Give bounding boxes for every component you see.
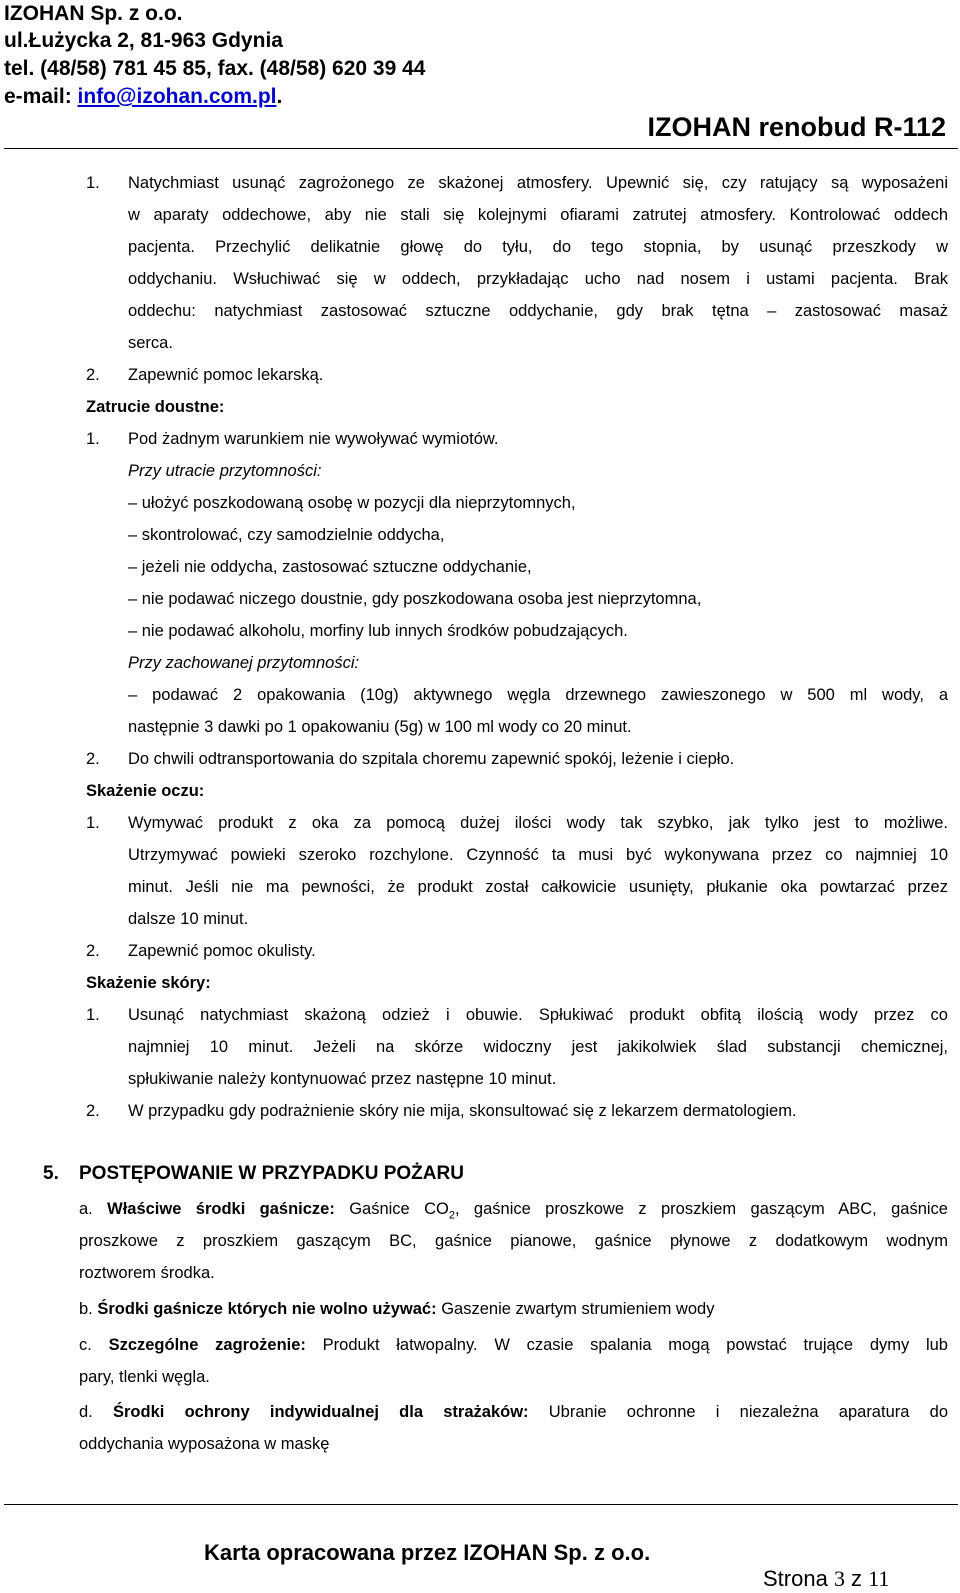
header-divider (4, 148, 958, 149)
subheading-conscious: Przy zachowanej przytomności: (128, 654, 360, 672)
list-number: 2. (86, 1102, 100, 1120)
item-text: Gaszenie zwartym strumieniem wody (441, 1300, 715, 1318)
list-item: Pod żadnym warunkiem nie wywoływać wymiotów. (128, 430, 499, 448)
page-number: 3 (833, 1566, 845, 1591)
section-subtitle: Skażenie oczu: (86, 782, 205, 800)
list-number: 2. (86, 750, 100, 768)
item-text-rest: , gaśnice proszkowe z proszkiem gaszącym ABC, gaśnice (454, 1200, 948, 1218)
list-number: 2. (86, 942, 100, 960)
paragraph-line: oddychaniu. Wsłuchiwać się w oddech, przykładając ucho nad nosem i ustami pacjenta. Brak (128, 270, 948, 288)
dash-item: – podawać 2 opakowania (10g) aktywnego węgla drzewnego zawieszonego w 500 ml wody, a (128, 686, 948, 704)
item-label: Właściwe środki gaśnicze: (107, 1200, 335, 1218)
paragraph-line: w aparaty oddechowe, aby nie stali się kolejnymi ofiarami zatrutej atmosfery. Kontrolować oddech (128, 206, 948, 224)
dash-item: – skontrolować, czy samodzielnie oddycha, (128, 526, 445, 544)
item-letter: b. (79, 1300, 93, 1318)
list-number: 2. (86, 366, 100, 384)
fire-item-b (79, 1293, 714, 1325)
item-label: Szczególne zagrożenie: (108, 1336, 306, 1354)
paragraph-line: oddechu: natychmiast zastosować sztuczne oddychanie, gdy brak tętna – zastosować masaż (128, 302, 948, 320)
page-word: Strona (763, 1566, 834, 1591)
paragraph-line: proszkowe z proszkiem gaszącym BC, gaśnice pianowe, gaśnice płynowe z dodatkowym wodnym (79, 1232, 948, 1250)
item-label: Środki gaśnicze których nie wolno używać: (97, 1300, 437, 1318)
paragraph-line: minut. Jeśli nie ma pewności, że produkt został całkowicie usunięty, płukanie oka powtarzać przez (128, 878, 948, 896)
subheading-unconscious: Przy utracie przytomności: (128, 462, 322, 480)
page-of: z (844, 1566, 869, 1591)
email-suffix: . (276, 85, 283, 108)
fire-item-d-line1 (79, 1396, 948, 1428)
paragraph-line: następnie 3 dawki po 1 opakowaniu (5g) w 100 ml wody co 20 minut. (128, 718, 632, 736)
paragraph-line: spłukiwanie należy kontynuować przez następne 10 minut. (128, 1070, 557, 1088)
dash-item: – ułożyć poszkodowaną osobę w pozycji dla nieprzytomnych, (128, 494, 576, 512)
item-letter: d. (79, 1403, 93, 1421)
email-label: e-mail: (4, 85, 78, 108)
item-text: Produkt łatwopalny. W czasie spalania mogą powstać trujące dymy lub (322, 1336, 948, 1354)
email-link[interactable]: info@izohan.com.pl (77, 85, 277, 108)
paragraph-line: Utrzymywać powieki szeroko rozchylone. Czynność ta musi być wykonywana przez co najmniej 10 (128, 846, 948, 864)
paragraph-line: Usunąć natychmiast skażoną odzież i obuwie. Spłukiwać produkt obfitą ilością wody przez co (128, 1006, 948, 1024)
section-subtitle: Skażenie skóry: (86, 974, 211, 992)
list-item: W przypadku gdy podrażnienie skóry nie mija, skonsultować się z lekarzem dermatologiem. (128, 1102, 797, 1120)
co2-subscript: 2 (448, 1209, 455, 1222)
dash-item: – nie podawać niczego doustnie, gdy poszkodowana osoba jest nieprzytomna, (128, 590, 702, 608)
list-number: 1. (86, 1006, 100, 1024)
company-email-line (4, 83, 282, 111)
company-name: IZOHAN Sp. z o.o. (4, 2, 183, 25)
list-item: Do chwili odtransportowania do szpitala choremu zapewnić spokój, leżenie i ciepło. (128, 750, 735, 768)
item-text (349, 1200, 948, 1222)
dash-item: – jeżeli nie oddycha, zastosować sztuczne oddychanie, (128, 558, 532, 576)
footer-divider (4, 1504, 958, 1505)
paragraph-line: pary, tlenki węgla. (79, 1368, 210, 1386)
section-subtitle: Zatrucie doustne: (86, 398, 225, 416)
list-item: Zapewnić pomoc lekarską. (128, 366, 324, 384)
paragraph-line: roztworem środka. (79, 1264, 215, 1282)
dash-item: – nie podawać alkoholu, morfiny lub innych środków pobudzających. (128, 622, 628, 640)
paragraph-line: serca. (128, 334, 173, 352)
paragraph-line: Wymywać produkt z oka za pomocą dużej ilości wody tak szybko, jak tylko jest to możliwe. (128, 814, 948, 832)
paragraph-line: pacjenta. Przechylić delikatnie głowę do tyłu, do tego stopnia, by usunąć przeszkody w (128, 238, 948, 256)
co2-text: Gaśnice CO (349, 1200, 449, 1218)
company-address: ul.Łużycka 2, 81-963 Gdynia (4, 29, 283, 52)
paragraph-line: dalsze 10 minut. (128, 910, 249, 928)
item-label: Środki ochrony indywidualnej dla strażaków: (113, 1403, 529, 1421)
product-name: IZOHAN renobud R-112 (647, 112, 946, 142)
page-indicator (763, 1566, 889, 1592)
list-number: 1. (86, 174, 100, 192)
item-text: Ubranie ochronne i niezależna aparatura do (548, 1403, 948, 1421)
paragraph-line: oddychania wyposażona w maskę (79, 1435, 330, 1453)
paragraph-line: Natychmiast usunąć zagrożonego ze skażonej atmosfery. Upewnić się, czy ratujący są wyposażeni (128, 174, 948, 192)
section-number: 5. (43, 1163, 59, 1184)
paragraph-line: najmniej 10 minut. Jeżeli na skórze widoczny jest jakikolwiek ślad substancji chemicznej, (128, 1038, 948, 1056)
item-letter: a. (79, 1200, 93, 1218)
page-total: 11 (868, 1566, 890, 1591)
list-item: Zapewnić pomoc okulisty. (128, 942, 316, 960)
list-number: 1. (86, 430, 100, 448)
fire-item-c-line1 (79, 1329, 948, 1361)
list-number: 1. (86, 814, 100, 832)
company-phone: tel. (48/58) 781 45 85, fax. (48/58) 620 39 44 (4, 57, 426, 80)
item-letter: c. (79, 1336, 92, 1354)
footer-credit: Karta opracowana przez IZOHAN Sp. z o.o. (204, 1540, 651, 1565)
section-title: POSTĘPOWANIE W PRZYPADKU POŻARU (79, 1163, 464, 1184)
